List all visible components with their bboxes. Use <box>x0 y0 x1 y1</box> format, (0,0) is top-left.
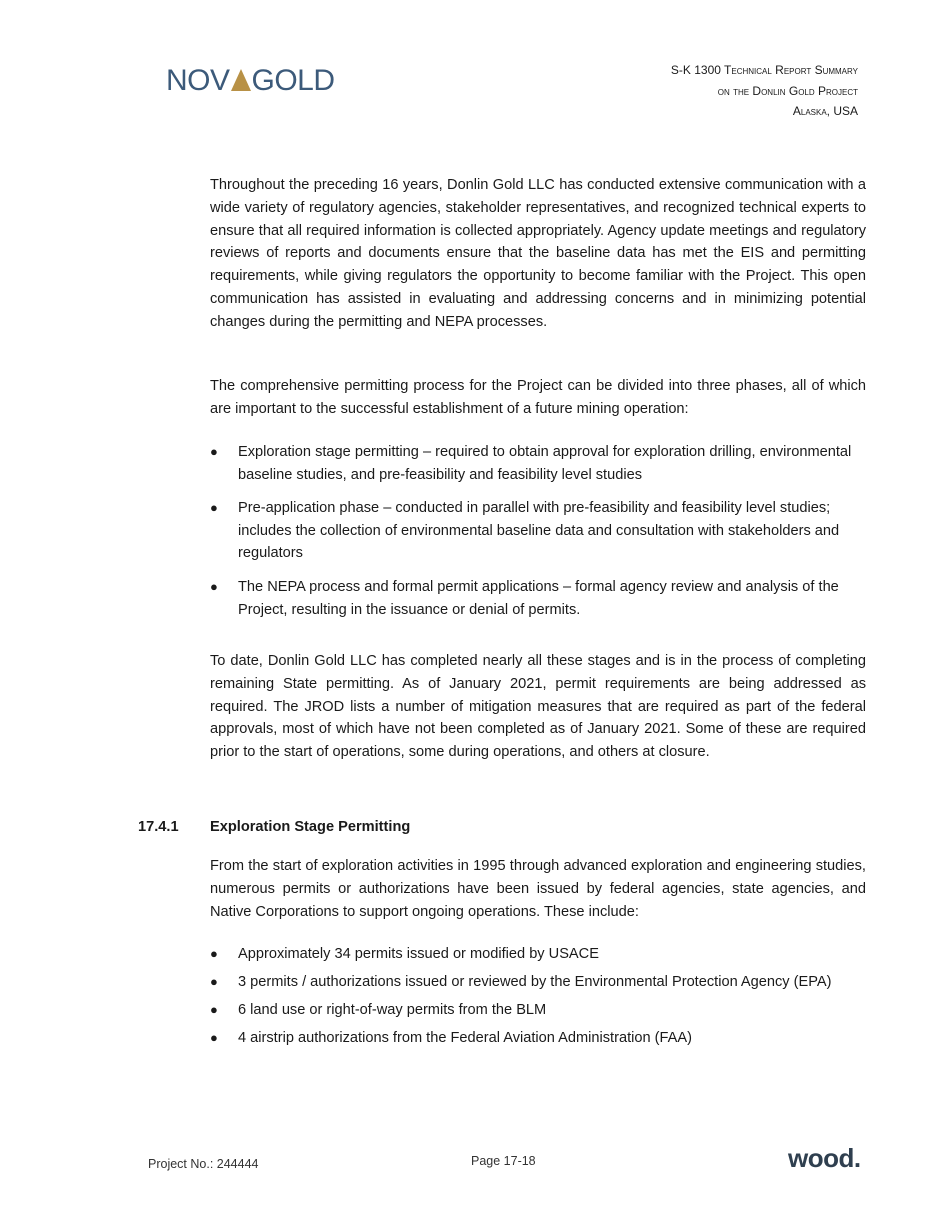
list-item: ● Pre-application phase – conducted in parallel with pre-feasibility and feasibility level studies; includes the collection of environmental baseline data and consultation with stakeholders and regulators <box>210 497 866 565</box>
paragraph-status: To date, Donlin Gold LLC has completed nearly all these stages and is in the process of completing remaining State permitting. As of January 2021, permit requirements are being addressed as required. The JROD lists a number of mitigation measures that are required as part of the federal approvals, most of which have not been completed as of January 2021. Some of these are required prior to the start of operations, some during operations, and others at closure. <box>210 653 866 761</box>
report-title-line1: S-K 1300 Technical Report Summary <box>670 63 858 77</box>
bullet-icon: ● <box>210 444 218 459</box>
list-item: ● 4 airstrip authorizations from the Federal Aviation Administration (FAA) <box>210 1027 866 1050</box>
section-title: Exploration Stage Permitting <box>210 819 411 835</box>
novagold-logo <box>166 64 335 98</box>
section-number: 17.4.1 <box>138 819 179 835</box>
bullet-icon: ● <box>210 578 218 594</box>
paragraph-permitting-phases: The comprehensive permitting process for the Project can be divided into three phases, all of which are important to the successful establishment of a future mining operation: <box>210 378 866 417</box>
bullet-icon: ● <box>210 1030 218 1046</box>
paragraph-exploration: From the start of exploration activities in 1995 through advanced exploration and engineering studies, numerous permits or authorizations have been issued by federal agencies, state agencies, and Native Corporations to support ongoing operations. These include: <box>210 858 866 920</box>
bullet-icon: ● <box>210 500 218 516</box>
logo-triangle-icon <box>231 69 251 91</box>
report-title-line3: Alaska, USA <box>792 104 858 118</box>
phases-list <box>210 441 866 632</box>
list-item: ● The NEPA process and formal permit applications – formal agency review and analysis of the Project, resulting in the issuance or denial of permits. <box>210 576 866 621</box>
report-title-line2: on the Donlin Gold Project <box>717 83 858 98</box>
bullet-icon: ● <box>210 974 218 990</box>
bullet-icon: ● <box>210 1002 218 1018</box>
logo-text-right: GOLD <box>251 64 335 97</box>
list-item: ● 6 land use or right-of-way permits from the BLM <box>210 999 866 1022</box>
wood-logo: wood. <box>788 1143 861 1173</box>
list-item: ● 3 permits / authorizations issued or reviewed by the Environmental Protection Agency (EPA) <box>210 971 866 994</box>
list-item: ● Approximately 34 permits issued or modified by USACE <box>210 943 866 966</box>
project-number: Project No.: 244444 <box>148 1157 259 1171</box>
paragraph-communication: Throughout the preceding 16 years, Donlin Gold LLC has conducted extensive communication with a wide variety of regulatory agencies, stakeholder representatives, and recognized technical experts to ensure that all required information is collected appropriately. Agency update meetings and regulatory reviews of reports and documents ensure that the baseline data has met the EIS and permitting requirements, while giving regulators the opportunity to become familiar with the Project. This open communication has assisted in evaluating and addressing concerns and in minimizing potential changes during the permitting and NEPA processes. <box>210 177 866 330</box>
permits-list <box>210 943 866 1055</box>
logo-text-left: NOV <box>166 64 230 97</box>
bullet-icon: ● <box>210 946 218 961</box>
page-number: Page 17-18 <box>471 1154 536 1168</box>
list-item: ● Exploration stage permitting – required to obtain approval for exploration drilling, environmental baseline studies, and pre-feasibility and feasibility level studies <box>210 441 866 486</box>
report-header <box>671 60 858 122</box>
